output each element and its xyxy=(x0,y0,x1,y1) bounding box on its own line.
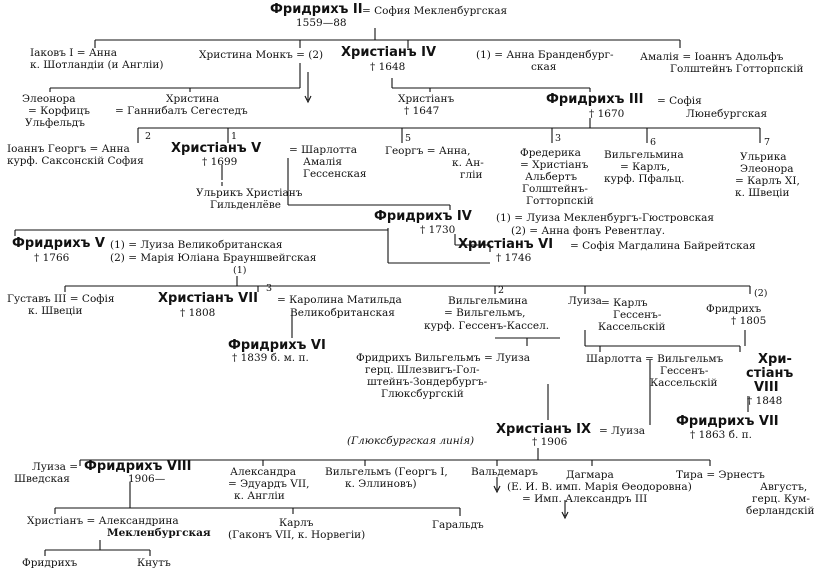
glucksburg-line-label: (Глюксбургская линія) xyxy=(347,435,475,447)
child-number-1: 1 xyxy=(231,131,238,142)
waldemar: Вальдемаръ xyxy=(471,466,538,478)
christian-vii-spouse: = Каролина Матильда xyxy=(277,294,402,306)
wilhelmina-spouse-title: курф. Пфальц. xyxy=(604,173,685,185)
gustav-iii-title: к. Швеціи xyxy=(28,305,83,317)
frederick-v-spouse-2: (2) = Марія Юліана Брауншвейгская xyxy=(110,252,317,264)
frederick-wilhelm-house: Глюксбургскій xyxy=(381,388,464,400)
frederick-son-death: † 1805 xyxy=(731,315,767,327)
frederick-wilhelm: Фридрихъ Вильгельмъ = Луиза xyxy=(356,352,531,364)
ulrik-christian-surname: Гильденлёве xyxy=(210,199,282,211)
anna-brandenburg-cont: ская xyxy=(531,61,557,73)
christian-iv-death: † 1648 xyxy=(370,61,406,73)
louise-spouse: = Карлъ xyxy=(601,297,648,309)
frederick-viii: Фридрихъ VIII xyxy=(84,459,192,474)
johann-georg: Іоаннъ Георгъ = Анна xyxy=(7,143,130,155)
alexandra: Александра xyxy=(230,466,296,478)
child-number-2b: 2 xyxy=(498,285,505,296)
christian-v: Христіанъ V xyxy=(171,141,262,156)
marriage-number-1: (1) xyxy=(233,265,247,276)
louise: Луиза xyxy=(568,295,602,307)
christina: Христина xyxy=(166,93,220,105)
louise-of-sweden-house: Шведская xyxy=(14,473,70,485)
frederika-spouse-house: Голштейнъ- xyxy=(522,183,588,195)
frederika-spouse-house-cont: Готторпскій xyxy=(526,195,594,207)
child-number-5: 5 xyxy=(405,133,412,144)
christian-v-spouse-name: Амалія xyxy=(303,156,343,168)
christian-viii-numeral: VIII xyxy=(754,380,779,395)
frederick-iii: Фридрихъ III xyxy=(546,92,644,107)
ulrika-name: Элеонора xyxy=(740,163,794,175)
georg-spouse-title-cont: гліи xyxy=(460,169,483,181)
wilhelmina-ii: Вильгельмина xyxy=(448,295,528,307)
louise-spouse-house: Гессенъ- xyxy=(613,309,662,321)
frederika-spouse: = Христіанъ xyxy=(520,159,589,171)
thyra-spouse-name: Августъ, xyxy=(760,481,808,493)
frederick-vii-death: † 1863 б. п. xyxy=(690,429,752,441)
thyra: Тира = Эрнестъ xyxy=(676,469,765,481)
eleonora-spouse: = Корфицъ xyxy=(28,105,90,117)
christian-son-death: † 1647 xyxy=(404,105,440,117)
dagmar-title: (Е. И. В. имп. Марія Ѳеодоровна) xyxy=(507,481,692,493)
frederick-iii-spouse: = Софія xyxy=(657,95,702,107)
wilhelmina-ii-spouse-title: курф. Гессенъ-Кассел. xyxy=(424,320,550,332)
christian-ix-spouse: = Луиза xyxy=(599,425,646,437)
christian-viii-death: † 1848 xyxy=(747,395,783,407)
frederick-vi: Фридрихъ VI xyxy=(228,338,326,353)
louise-of-sweden: Луиза = xyxy=(32,461,79,473)
frederick-iv-death: † 1730 xyxy=(420,224,456,236)
christian-iv: Христіанъ IV xyxy=(341,45,437,60)
karl-haakon-title: (Гаконъ VII, к. Норвегіи) xyxy=(228,529,366,541)
child-number-6: 6 xyxy=(650,137,657,148)
dagmar-spouse: = Имп. Александръ III xyxy=(522,493,648,505)
frederick-wilhelm-title: герц. Шлезвигъ-Гол- xyxy=(365,364,480,376)
wilhelmina-ii-spouse: = Вильгельмъ, xyxy=(444,307,526,319)
frederik-ix: Фридрихъ xyxy=(22,557,78,569)
child-number-7: 7 xyxy=(764,137,771,148)
amalia-title: Голштейнъ Готторпскій xyxy=(670,63,804,75)
child-number-3: 3 xyxy=(555,133,562,144)
georg: Георгъ = Анна, xyxy=(385,145,471,157)
christina-munk: Христина Монкъ = (2) xyxy=(199,49,324,61)
wilhelmina: Вильгельмина xyxy=(604,149,684,161)
georg-spouse-title: к. Ан- xyxy=(452,157,484,169)
christian-son: Христіанъ xyxy=(398,93,455,105)
christian-ix-death: † 1906 xyxy=(532,436,568,448)
christina-spouse: = Ганнибалъ Сегестедъ xyxy=(115,105,248,117)
frederick-vii: Фридрихъ VII xyxy=(676,414,779,429)
knud: Кнутъ xyxy=(137,557,171,569)
christian-v-spouse-house: Гессенская xyxy=(303,168,367,180)
thyra-spouse-title: герц. Кум- xyxy=(752,493,810,505)
frederick-v-death: † 1766 xyxy=(34,252,70,264)
frederick-ii-spouse: = София Мекленбургская xyxy=(362,5,508,17)
christian-viii-cont: стіанъ xyxy=(746,366,794,381)
ulrik-christian: Ульрикъ Христіанъ xyxy=(196,187,303,199)
ulrika-spouse-title: к. Швеціи xyxy=(735,187,790,199)
christian-vi-death: † 1746 xyxy=(496,252,532,264)
christian-vii-death: † 1808 xyxy=(180,307,216,319)
christian-x-spouse-house: Мекленбургская xyxy=(107,527,211,539)
frederick-iv-spouse-2: (2) = Анна фонъ Ревентлау. xyxy=(511,225,666,237)
frederick-vi-death: † 1839 б. м. п. xyxy=(232,352,309,364)
charlotte-spouse-house-cont: Кассельскій xyxy=(650,377,718,389)
thyra-spouse-title-cont: берландскій xyxy=(746,505,815,517)
wilhelm-georg-i: Вильгельмъ (Георгъ I, xyxy=(325,466,448,478)
christian-ix: Христіанъ IX xyxy=(496,422,592,437)
christian-v-spouse: = Шарлотта xyxy=(289,144,357,156)
johann-georg-title: курф. Саксонскій София xyxy=(7,155,144,167)
frederick-wilhelm-title-cont: штейнъ-Зондербургъ- xyxy=(367,376,488,388)
frederick-son: Фридрихъ xyxy=(706,303,762,315)
wilhelmina-spouse: = Карлъ, xyxy=(620,161,670,173)
frederika-spouse-name: Альбертъ xyxy=(525,171,578,183)
eleonora-spouse-name: Ульфельдъ xyxy=(25,117,85,129)
frederick-iii-spouse-house: Люнебургская xyxy=(686,108,768,120)
frederick-iv: Фридрихъ IV xyxy=(374,209,472,224)
frederick-ii: Фридрихъ II xyxy=(270,2,363,17)
karl-haakon: Карлъ xyxy=(279,517,314,529)
anna-brandenburg: (1) = Анна Бранденбург- xyxy=(476,49,614,61)
frederick-iii-death: † 1670 xyxy=(589,108,625,120)
frederick-ii-dates: 1559—88 xyxy=(296,17,347,29)
louise-spouse-house-cont: Кассельскій xyxy=(598,321,666,333)
frederick-iv-spouse-1: (1) = Луиза Мекленбургъ-Гюстровская xyxy=(496,212,715,224)
child-number-2: 2 xyxy=(145,131,152,142)
ulrika: Ульрика xyxy=(740,151,787,163)
christian-vi-spouse: = Софія Магдалина Байрейтская xyxy=(570,240,756,252)
alexandra-spouse-title: к. Англіи xyxy=(234,490,285,502)
frederick-viii-dates: 1906— xyxy=(128,473,166,485)
marriage-number-2: (2) xyxy=(754,288,768,299)
eleonora: Элеонора xyxy=(22,93,76,105)
gustav-iii: Густавъ III = Софія xyxy=(7,293,115,305)
alexandra-spouse: = Эдуардъ VII, xyxy=(228,478,310,490)
frederick-v-spouse-1: (1) = Луиза Великобританская xyxy=(110,239,283,251)
amalia: Амалія = Іоаннъ Адольфъ xyxy=(640,51,784,63)
frederick-v: Фридрихъ V xyxy=(12,236,105,251)
christian-vii: Христіанъ VII xyxy=(158,291,258,306)
christian-viii: Хри- xyxy=(758,352,792,367)
wilhelm-georg-i-title: к. Эллиновъ) xyxy=(345,478,417,490)
ulrika-spouse: = Карлъ XI, xyxy=(735,175,800,187)
charlotte-spouse-house: Гессенъ- xyxy=(660,365,709,377)
christian-vii-spouse-house: Великобританская xyxy=(290,307,395,319)
child-number-3b: 3 xyxy=(266,283,273,294)
christian-vi: Христіанъ VI xyxy=(458,237,554,252)
charlotte-spouse: = Вильгельмъ xyxy=(645,353,724,365)
james-i: Іаковъ I = Анна xyxy=(30,47,118,59)
christian-v-death: † 1699 xyxy=(202,156,238,168)
dagmar: Дагмара xyxy=(566,469,614,481)
james-i-title: к. Шотландіи (и Англіи) xyxy=(30,59,164,71)
harald: Гаральдъ xyxy=(432,519,484,531)
frederika: Фредерика xyxy=(520,147,581,159)
charlotte: Шарлотта xyxy=(586,353,642,365)
christian-x: Христіанъ = Александрина xyxy=(27,515,179,527)
